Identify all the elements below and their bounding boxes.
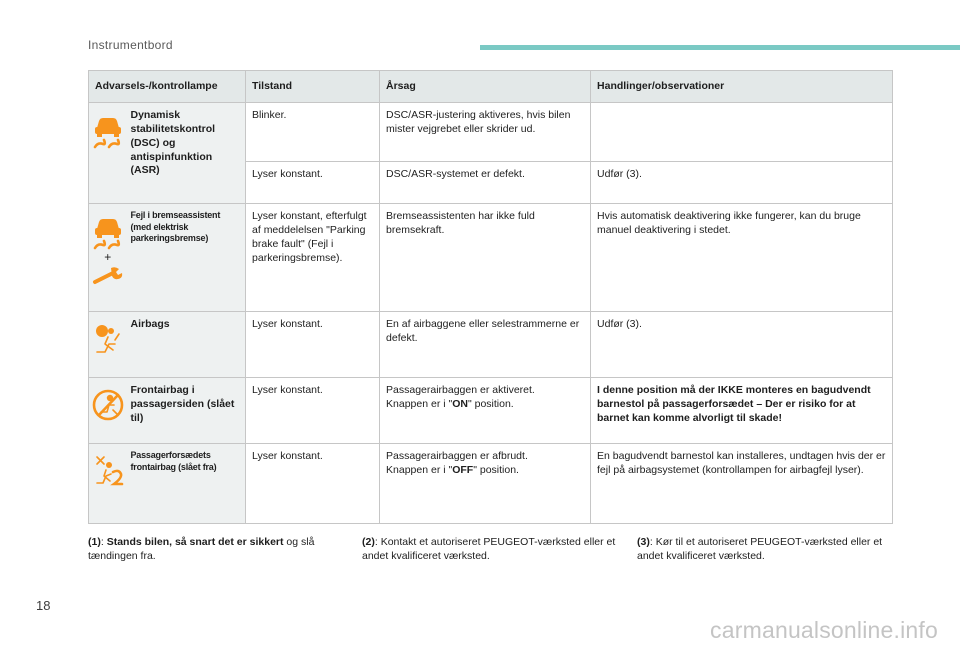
state-cell: Lyser konstant.: [246, 378, 380, 444]
icon-cell: [89, 378, 129, 444]
footnote-text: Kontakt et autoriseret PEUGEOT-værksted eller et andet kvalificeret værksted.: [362, 536, 616, 562]
passenger-airbag-on-icon: [91, 388, 125, 422]
watermark: carmanualsonline.info: [710, 617, 938, 643]
cause-cell: DSC/ASR-justering aktiveres, hvis bilen mister vejgrebet eller skrider ud.: [380, 103, 591, 162]
warning-lamps-table: [88, 70, 893, 524]
action-cell: En bagudvendt barnestol kan installeres, undtagen hvis der er fejl på airbagsystemet (kontrollampen for airbagfejl lyser).: [591, 444, 893, 524]
state-cell: Lyser konstant, efterfulgt af meddelelsen "Parking brake fault" (Fejl i parkeringsbremse).: [246, 204, 380, 312]
icon-cell: [89, 312, 129, 378]
footnote-emphasis: Stands bilen, så snart det er sikkert: [106, 536, 284, 548]
wrench-icon: [91, 264, 125, 286]
cause-suffix: " position.: [473, 463, 519, 476]
cause-cell: [380, 378, 591, 444]
button-state-off: OFF: [452, 463, 474, 476]
skid-car-icon: [91, 214, 125, 250]
footnote-text: Kør til et autoriseret PEUGEOT-værksted eller et andet kvalificeret værksted.: [637, 536, 883, 562]
cause-prefix: Knappen er i ": [386, 397, 453, 410]
header-cause: Årsag: [380, 71, 591, 103]
table-row: [89, 312, 893, 378]
footnote-3: (3): Kør til et autoriseret PEUGEOT-værksted eller et andet kvalificeret værksted.: [637, 536, 883, 562]
header-lamp: Advarsels-/kontrollampe: [89, 71, 246, 103]
cause-line: Passagerairbaggen er aktiveret.: [386, 384, 535, 396]
table-row: [89, 444, 893, 524]
lamp-name: Fejl i bremseassistent (med elektrisk parkeringsbremse): [129, 204, 246, 312]
header-state: Tilstand: [246, 71, 380, 103]
icon-cell: [89, 444, 129, 524]
passenger-airbag-off-icon: [91, 454, 125, 488]
action-cell: [591, 103, 893, 162]
button-state-on: ON: [452, 397, 468, 410]
cause-cell: Bremseassistenten har ikke fuld bremsekraft.: [380, 204, 591, 312]
lamp-name: Airbags: [129, 312, 246, 378]
dsc-asr-skid-icon: [91, 113, 125, 149]
table-header-row: [89, 71, 893, 103]
table-row: [89, 103, 893, 162]
cause-suffix: " position.: [467, 397, 514, 410]
footnote-2: (2): Kontakt et autoriseret PEUGEOT-værksted eller et andet kvalificeret værksted.: [362, 536, 616, 562]
action-cell: Udfør (3).: [591, 162, 893, 204]
airbag-icon: [91, 322, 125, 356]
footnote-ref: (1): [88, 536, 101, 548]
header-action: Handlinger/observationer: [591, 71, 893, 103]
icon-cell: [89, 103, 129, 204]
action-cell: I denne position må der IKKE monteres en bagudvendt barnestol på passagerforsædet – Der er risiko for at barnet kan komme alvorligt til skade!: [591, 378, 893, 444]
cause-cell: [380, 444, 591, 524]
lamp-name: Passagerforsædets frontairbag (slået fra): [129, 444, 246, 524]
section-accent-bar: [480, 45, 960, 50]
action-cell: Hvis automatisk deaktivering ikke fungerer, kan du bruge manuel deaktivering i stedet.: [591, 204, 893, 312]
footnote-ref: (3): [637, 536, 650, 548]
footnote-ref: (2): [362, 536, 375, 548]
footnote-text: og slå tændingen fra.: [88, 536, 315, 562]
table-row: [89, 378, 893, 444]
lamp-name: Dynamisk stabilitetskontrol (DSC) og antispinfunktion (ASR): [129, 103, 246, 204]
action-cell: Udfør (3).: [591, 312, 893, 378]
state-cell: Lyser konstant.: [246, 312, 380, 378]
footnote-1: (1): Stands bilen, så snart det er sikkert og slå tændingen fra.: [88, 536, 315, 562]
page-number: 18: [36, 598, 51, 613]
table-row: [89, 204, 893, 312]
cause-line: Passagerairbaggen er afbrudt.: [386, 450, 528, 462]
state-cell: Blinker.: [246, 103, 380, 162]
section-title: Instrumentbord: [88, 38, 173, 52]
cause-cell: DSC/ASR-systemet er defekt.: [380, 162, 591, 204]
lamp-name: Frontairbag i passagersiden (slået til): [129, 378, 246, 444]
icon-cell: [89, 204, 129, 312]
plus-sign: +: [104, 250, 112, 264]
state-cell: Lyser konstant.: [246, 444, 380, 524]
cause-prefix: Knappen er i ": [386, 463, 453, 476]
state-cell: Lyser konstant.: [246, 162, 380, 204]
cause-cell: En af airbaggene eller selestrammerne er defekt.: [380, 312, 591, 378]
